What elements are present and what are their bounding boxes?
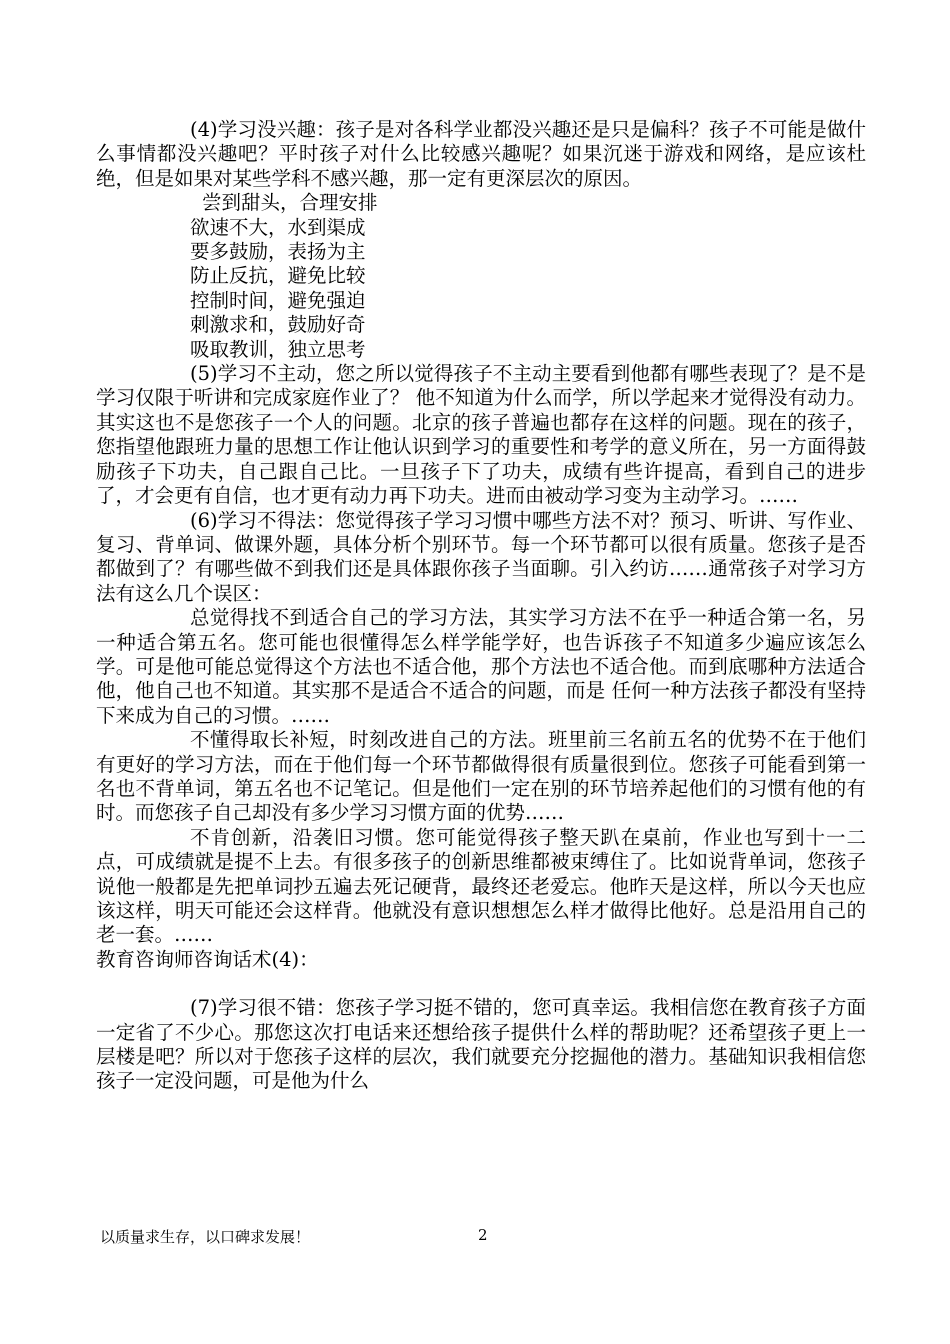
list-item: 欲速不大，水到渠成 xyxy=(190,215,366,239)
list-item: 防止反抗，避免比较 xyxy=(190,264,366,288)
paragraph-wrong-method: (6)学习不得法：您觉得孩子学习习惯中哪些方法不对？预习、听讲、写作业、复习、背单词、做课外题，具体分析个别环节。每一个环节都可以很有质量。您孩子是否都做到了？有哪些做不到我们还是具体跟你孩子当面聊。引入约访……通常孩子对学习方法有这么几个误区： xyxy=(96,508,866,605)
list-item: 尝到甜头，合理安排 xyxy=(202,191,378,215)
section-heading: 教育咨询师咨询话术(4)： xyxy=(96,947,319,971)
list-item: 控制时间，避免强迫 xyxy=(190,288,366,312)
page-number: 2 xyxy=(478,1226,488,1244)
paragraph-doing-well: (7)学习很不错：您孩子学习挺不错的，您可真幸运。我相信您在教育孩子方面一定省了不少心。那您这次打电话来还想给孩子提供什么样的帮助呢？还希望孩子更上一层楼是吧？所以对于您孩子这样的层次，我们就要充分挖掘他的潜力。基础知识我相信您孩子一定没问题，可是他为什么 xyxy=(96,996,866,1093)
tips-list xyxy=(96,191,866,362)
paragraph-not-active: (5)学习不主动，您之所以觉得孩子不主动主要看到他都有哪些表现了？是不是学习仅限于听讲和完成家庭作业了？ 他不知道为什么而学，所以学起来才觉得没有动力。其实这也不是您孩子一个人的问题。北京的孩子普遍也都存在这样的问题。现在的孩子，您指望他跟班力量的思想工作让他认识到学习的重要性和考学的意义所在，另一方面得鼓励孩子下功夫，自己跟自己比。一旦孩子下了功夫，成绩有些许提高，看到自己的进步了，才会更有自信，也才更有动力再下功夫。进而由被动学习变为主动学习。…… xyxy=(96,362,866,508)
list-item: 要多鼓励，表扬为主 xyxy=(190,240,366,264)
blank-line xyxy=(96,972,866,996)
list-item: 吸取教训，独立思考 xyxy=(190,337,366,361)
footer-motto: 以质量求生存，以口碑求发展！ xyxy=(100,1228,311,1246)
paragraph-no-interest: (4)学习没兴趣：孩子是对各科学业都没兴趣还是只是偏科？孩子不可能是做什么事情都没兴趣吧？平时孩子对什么比较感兴趣呢？如果沉迷于游戏和网络，是应该杜绝，但是如果对某些学科不感兴趣，那一定有更深层次的原因。 xyxy=(96,118,866,190)
paragraph-misconception-2: 不懂得取长补短，时刻改进自己的方法。班里前三名前五名的优势不在于他们有更好的学习方法，而在于他们每一个环节都做得很有质量很到位。您孩子可能看到第一名也不背单词，第五名也不记笔记。但是他们一定在别的环节培养起他们的习惯有他的有时。而您孩子自己却没有多少学习习惯方面的优势…… xyxy=(96,728,866,825)
paragraph-misconception-1: 总觉得找不到适合自己的学习方法，其实学习方法不在乎一种适合第一名，另一种适合第五名。您可能也很懂得怎么样学能学好，也告诉孩子不知道多少遍应该怎么学。可是他可能总觉得这个方法也不适合他，那个方法也不适合他。而到底哪种方法适合他，他自己也不知道。其实那不是适合不适合的问题，而是 任何一种方法孩子都没有坚持下来成为自己的习惯。…… xyxy=(96,606,866,727)
paragraph-misconception-3: 不肯创新，沿袭旧习惯。您可能觉得孩子整天趴在桌前，作业也写到十一二点，可成绩就是提不上去。有很多孩子的创新思维都被束缚住了。比如说背单词，您孩子说他一般都是先把单词抄五遍去死记硬背，最终还老爱忘。他昨天是这样，所以今天也应该这样，明天可能还会这样背。他就没有意识想想怎么样才做得比他好。总是沿用自己的老一套。…… xyxy=(96,825,866,947)
document-body xyxy=(96,118,866,1094)
list-item: 刺激求和，鼓励好奇 xyxy=(190,313,366,337)
